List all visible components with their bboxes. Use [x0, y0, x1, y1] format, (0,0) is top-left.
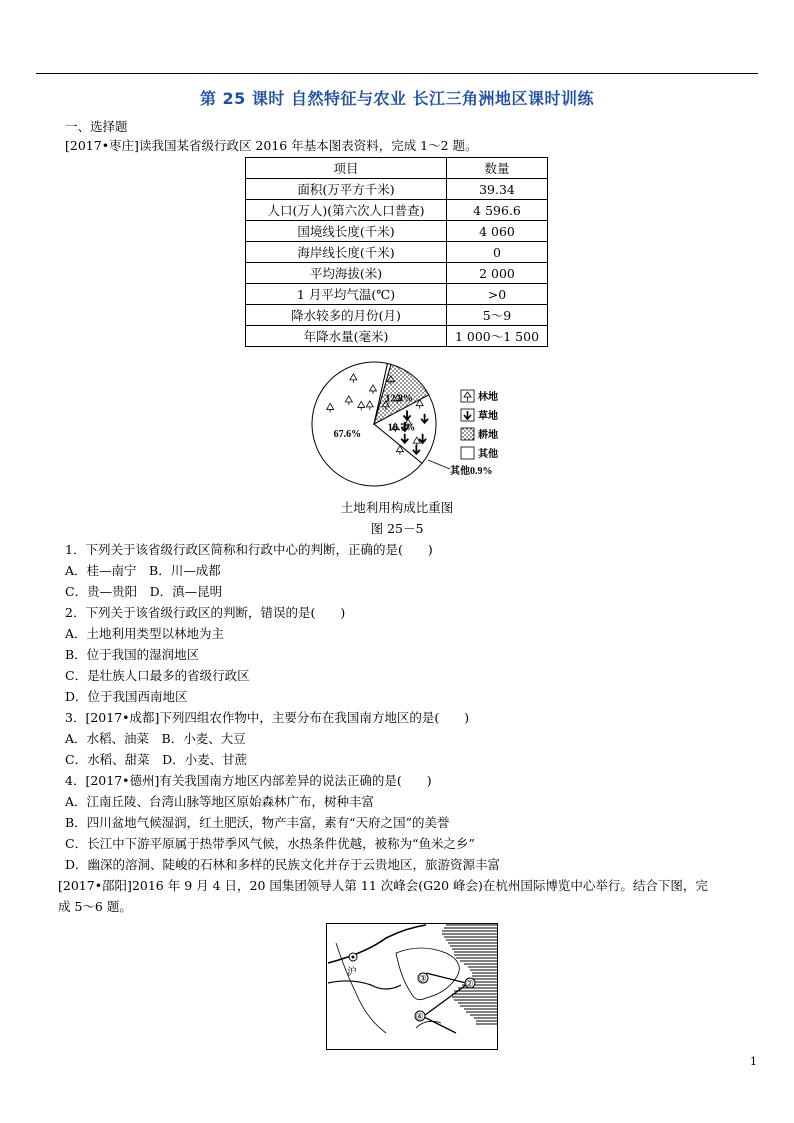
- table-row: [246, 179, 548, 200]
- question-line: C．水稻、甜菜 D．小麦、甘蔗: [65, 752, 248, 767]
- question-line: C．贵—贵阳 D．滇—昆明: [65, 584, 223, 599]
- question-line: C．是壮族人口最多的省级行政区: [65, 668, 250, 683]
- question-line: 3．[2017•成都]下列四组农作物中，主要分布在我国南方地区的是( ): [65, 710, 470, 725]
- legend-label-grass: 草地: [478, 411, 498, 422]
- table-row: [246, 284, 548, 305]
- question-line: A．桂—南宁 B．川—成都: [65, 563, 221, 578]
- table-cell: >0: [447, 284, 548, 305]
- question-line: A．土地利用类型以林地为主: [65, 626, 225, 641]
- table-row: [246, 305, 548, 326]
- figure-caption: 图 25－5: [370, 521, 424, 536]
- hangzhou-map: [326, 923, 498, 1050]
- intro-text-1: [2017•枣庄]读我国某省级行政区 2016 年基本图表资料，完成 1～2 题。: [65, 138, 478, 153]
- table-cell: 5～9: [447, 305, 548, 326]
- question-line: D．位于我国西南地区: [65, 689, 188, 704]
- table-row: [246, 242, 548, 263]
- question-line: A．水稻、油菜 B．小麦、大豆: [65, 731, 246, 746]
- table-row: [246, 221, 548, 242]
- question-line: C．长江中下游平原属于热带季风气候，水热条件优越，被称为“鱼米之乡”: [65, 836, 475, 851]
- table-cell: 人口(万人)(第六次人口普查): [246, 200, 447, 221]
- table-cell: 39.34: [447, 179, 548, 200]
- city-dot: [352, 956, 355, 959]
- map-label-shanghai: 沪: [347, 967, 357, 978]
- table-cell: 0: [447, 242, 548, 263]
- chart-title: 土地利用构成比重图: [340, 500, 454, 515]
- table-cell: 海岸线长度(千米): [246, 242, 447, 263]
- table-cell: 1 000～1 500: [447, 326, 548, 347]
- table-cell: 4 596.6: [447, 200, 548, 221]
- question-line: A．江南丘陵、台湾山脉等地区原始森林广布，树种丰富: [65, 794, 375, 809]
- map-marker-2-label: ②: [465, 979, 474, 990]
- pie-label-other: 其他0.9%: [450, 466, 493, 477]
- table-header-cell: 数量: [447, 158, 548, 179]
- table-header-cell: 项目: [246, 158, 447, 179]
- intro-text-2: [2017•邵阳]2016 年 9 月 4 日，20 国集团领导人第 11 次峰会(G20 峰会)在杭州国际博览中心举行。结合下图，完: [58, 878, 708, 893]
- land-use-pie-chart: [310, 356, 520, 498]
- other-leader-line: [428, 460, 450, 469]
- chart-legend: [461, 390, 498, 460]
- question-line: B．四川盆地气候湿润，红土肥沃，物产丰富，素有“天府之国”的美誉: [65, 815, 450, 830]
- table-cell: 1 月平均气温(℃): [246, 284, 447, 305]
- data-table: [245, 157, 548, 347]
- legend-label-other: 其他: [478, 449, 498, 460]
- pie-label-grass: 18.7%: [387, 422, 416, 434]
- table-cell: 4 060: [447, 221, 548, 242]
- question-line: 2．下列关于该省级行政区的判断，错误的是( ): [65, 605, 346, 620]
- page-title: 第 25 课时 自然特征与农业 长江三角洲地区课时训练: [199, 89, 595, 108]
- table-cell: 面积(万平方千米): [246, 179, 447, 200]
- table-row: [246, 200, 548, 221]
- question-line: B．位于我国的湿润地区: [65, 647, 200, 662]
- table-row: [246, 326, 548, 347]
- question-line: D．幽深的溶洞、陡峻的石林和多样的民族文化并存于云贵地区，旅游资源丰富: [65, 857, 501, 872]
- table-cell: 降水较多的月份(月): [246, 305, 447, 326]
- map-marker-3-label: ③: [418, 974, 427, 985]
- table-cell: 国境线长度(千米): [246, 221, 447, 242]
- legend-label-forest: 林地: [478, 392, 498, 403]
- table-cell: 年降水量(毫米): [246, 326, 447, 347]
- question-line: 1．下列关于该省级行政区简称和行政中心的判断，正确的是( ): [65, 542, 433, 557]
- legend-label-farmland: 耕地: [478, 430, 498, 441]
- table-cell: 平均海拔(米): [246, 263, 447, 284]
- section-heading: 一、选择题: [65, 119, 128, 134]
- map-marker-4-label: ④: [415, 1012, 424, 1023]
- pie-label-farmland: 12.8%: [385, 393, 413, 405]
- legend-swatch-other: [461, 447, 474, 459]
- page-number: 1: [750, 1055, 757, 1068]
- table-cell: 2 000: [447, 263, 548, 284]
- pie-label-forest: 67.6%: [333, 429, 362, 441]
- pie-group: [312, 362, 436, 486]
- table-header-row: [246, 158, 548, 179]
- header-rule: [36, 73, 758, 74]
- question-line: 4．[2017•德州]有关我国南方地区内部差异的说法正确的是( ): [65, 773, 432, 788]
- intro-text-2b: 成 5～6 题。: [58, 899, 132, 914]
- legend-swatch-farmland: [461, 428, 474, 440]
- table-row: [246, 263, 548, 284]
